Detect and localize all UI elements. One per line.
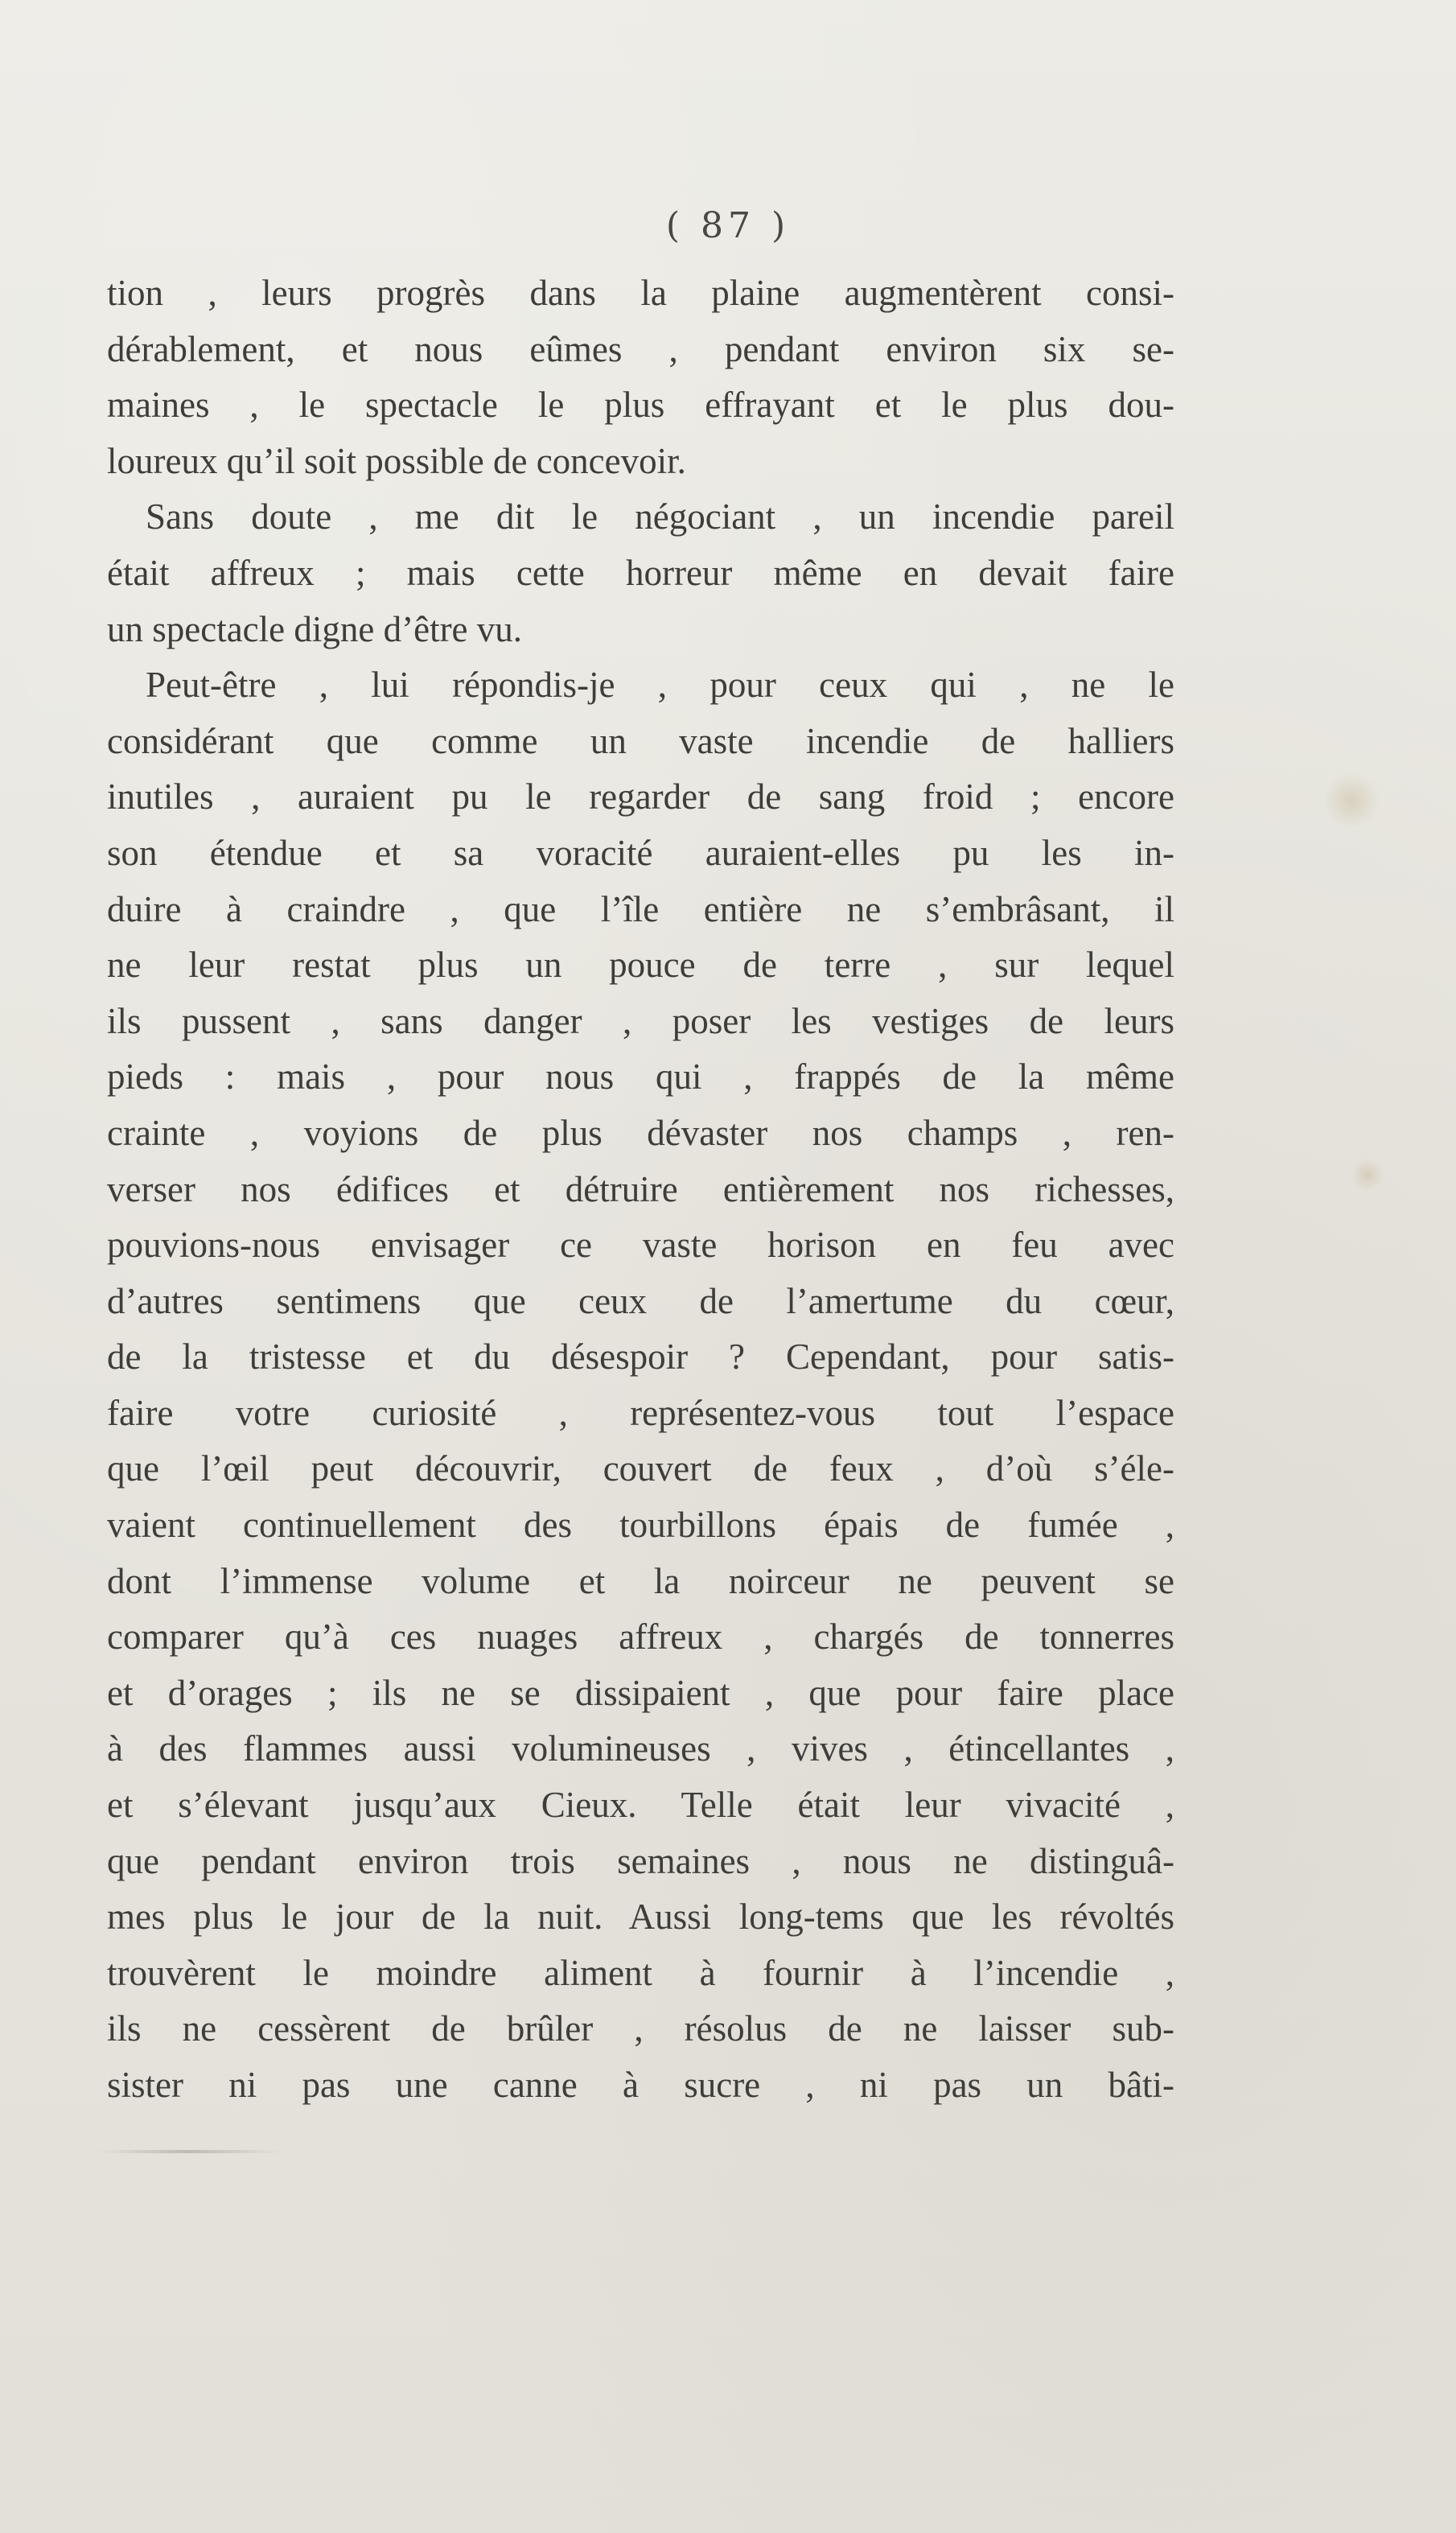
text-line: et d’orages ; ils ne se dissipaient , que pour faire place bbox=[107, 1672, 1174, 1713]
body-text bbox=[107, 266, 1174, 2114]
paper-stain bbox=[1351, 1159, 1384, 1191]
text-line: comparer qu’à ces nuages affreux , chargés de tonnerres bbox=[107, 1617, 1174, 1658]
text-line: ne leur restat plus un pouce de terre , sur lequel bbox=[107, 945, 1174, 986]
text-line: et s’élevant jusqu’aux Cieux. Telle était leur vivacité , bbox=[107, 1785, 1174, 1826]
text-line: de la tristesse et du désespoir ? Cependant, pour satis- bbox=[107, 1337, 1174, 1378]
text-line: mes plus le jour de la nuit. Aussi long-tems que les révoltés bbox=[107, 1897, 1174, 1938]
text-line: Peut-être , lui répondis-je , pour ceux qui , ne le bbox=[146, 665, 1174, 706]
text-line: à des flammes aussi volumineuses , vives , étincellantes , bbox=[107, 1728, 1174, 1769]
text-line: maines , le spectacle le plus effrayant et le plus dou- bbox=[107, 385, 1174, 426]
text-line: inutiles , auraient pu le regarder de sang froid ; encore bbox=[107, 776, 1174, 818]
text-line: pouvions-nous envisager ce vaste horison en feu avec bbox=[107, 1225, 1174, 1266]
text-line: était affreux ; mais cette horreur même en devait faire bbox=[107, 552, 1174, 593]
text-line: dont l’immense volume et la noirceur ne peuvent se bbox=[107, 1560, 1174, 1601]
text-line: Sans doute , me dit le négociant , un incendie pareil bbox=[146, 496, 1174, 537]
text-line: sister ni pas une canne à sucre , ni pas un bâti- bbox=[107, 2065, 1174, 2105]
text-line: que l’œil peut découvrir, couvert de feux , d’où s’éle- bbox=[107, 1448, 1174, 1489]
paper-mark bbox=[97, 2150, 282, 2153]
text-line: considérant que comme un vaste incendie de halliers bbox=[107, 720, 1174, 761]
text-line: crainte , voyions de plus dévaster nos champs , ren- bbox=[107, 1112, 1174, 1153]
text-line: son étendue et sa voracité auraient-elles pu les in- bbox=[107, 832, 1174, 873]
text-line: un spectacle digne d’être vu. bbox=[107, 608, 523, 649]
text-line: duire à craindre , que l’île entière ne s’embrâsant, il bbox=[107, 888, 1174, 929]
text-line: tion , leurs progrès dans la plaine augmentèrent consi- bbox=[107, 273, 1174, 313]
text-line: d’autres sentimens que ceux de l’amertume du cœur, bbox=[107, 1280, 1174, 1321]
text-line: faire votre curiosité , représentez-vous tout l’espace bbox=[107, 1392, 1174, 1433]
text-line: dérablement, et nous eûmes , pendant environ six se- bbox=[107, 328, 1174, 369]
text-line: trouvèrent le moindre aliment à fournir à l’incendie , bbox=[107, 1952, 1174, 1993]
paper-stain bbox=[1323, 772, 1380, 829]
text-line: vaient continuellement des tourbillons épais de fumée , bbox=[107, 1505, 1174, 1546]
page-number: ( 87 ) bbox=[665, 205, 791, 246]
text-line: pieds : mais , pour nous qui , frappés de la même bbox=[107, 1056, 1174, 1098]
text-line: que pendant environ trois semaines , nous ne distinguâ- bbox=[107, 1840, 1174, 1881]
text-line: loureux qu’il soit possible de concevoir. bbox=[107, 440, 686, 481]
text-line: verser nos édifices et détruire entièrement nos richesses, bbox=[107, 1168, 1174, 1209]
text-line: ils ne cessèrent de brûler , résolus de ne laisser sub- bbox=[107, 2008, 1174, 2049]
text-line: ils pussent , sans danger , poser les vestiges de leurs bbox=[107, 1000, 1174, 1041]
